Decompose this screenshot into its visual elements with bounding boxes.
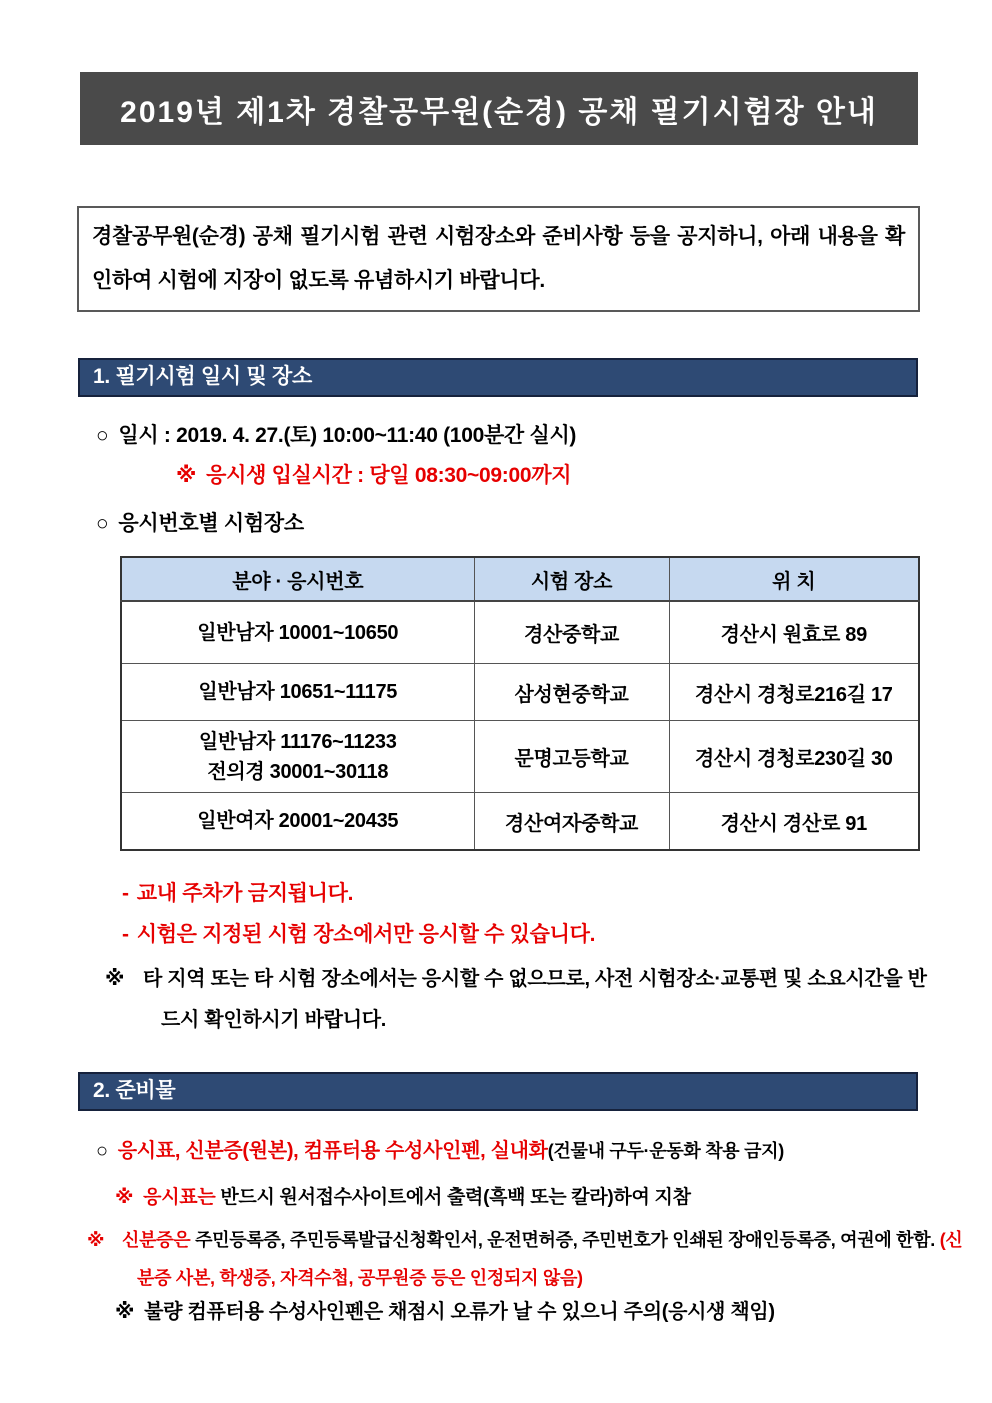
title-banner <box>80 72 918 145</box>
ticket-note-text: 반드시 원서접수사이트에서 출력(흑백 또는 칼라)하여 지참 <box>220 1187 691 1208</box>
location-cell: 경산시 경청로216길 17 <box>669 664 919 721</box>
section-1-heading: 1. 필기시험 일시 및 장소 <box>93 365 312 388</box>
column-header-category: 분야 · 응시번호 <box>121 557 474 601</box>
no-parking-text: 교내 주차가 금지됩니다. <box>136 882 354 905</box>
dash-bullet-icon: - <box>122 882 129 905</box>
supplies-required-text: 응시표, 신분증(원본), 컴퓨터용 수성사인펜, 실내화 <box>117 1140 548 1162</box>
exam-datetime-text: 일시 : 2019. 4. 27.(토) 10:00~11:40 (100분간 실시) <box>118 424 577 447</box>
entry-time-text: 응시생 입실시간 : 당일 08:30~09:00까지 <box>206 464 572 487</box>
section-2-heading: 2. 준비물 <box>93 1079 176 1102</box>
venue-list-label: 응시번호별 시험장소 <box>118 512 304 535</box>
category-text-2: 전의경 30001~30118 <box>207 760 389 783</box>
id-note-body: 주민등록증, 주민등록발급신청확인서, 운전면허증, 주민번호가 인쇄된 장애인등록증, 여권에 한함. <box>195 1230 935 1250</box>
designated-venue-note <box>122 918 595 948</box>
category-text: 일반남자 10651~11175 <box>198 681 398 703</box>
location-cell: 경산시 원효로 89 <box>669 601 919 664</box>
venue-cell: 문명고등학교 <box>474 721 669 793</box>
entry-time-note <box>176 459 571 489</box>
table-row <box>121 721 919 793</box>
exam-datetime-line <box>96 419 576 449</box>
table-row <box>121 664 919 721</box>
venue-cell: 삼성현중학교 <box>474 664 669 721</box>
table-header-row <box>121 557 919 601</box>
pen-note <box>115 1295 775 1324</box>
circle-bullet-icon: ○ <box>96 1140 108 1162</box>
section-1-header <box>78 358 918 397</box>
supplies-line <box>96 1134 784 1163</box>
location-cell: 경산시 경산로 91 <box>669 793 919 851</box>
no-parking-note <box>122 877 353 907</box>
category-cell <box>121 793 474 851</box>
intro-text: 경찰공무원(순경) 공채 필기시험 관련 시험장소와 준비사항 등을 공지하니, 아래 내용을 확인하여 시험에 지장이 없도록 유념하시기 바랍니다. <box>92 225 905 292</box>
reference-mark-icon: ※ <box>115 1187 134 1208</box>
venue-cell: 경산여자중학교 <box>474 793 669 851</box>
other-region-text: 타 지역 또는 타 시험 장소에서는 응시할 수 없으므로, 사전 시험장소·교통편 및 소요시간을 반드시 확인하시기 바랍니다. <box>143 968 927 1031</box>
dash-bullet-icon: - <box>122 923 129 946</box>
page-title: 2019년 제1차 경찰공무원(순경) 공채 필기시험장 안내 <box>120 95 878 129</box>
ticket-note-lead: 응시표는 <box>143 1187 216 1208</box>
ticket-note <box>115 1182 691 1209</box>
category-text: 일반여자 20001~20435 <box>197 810 399 832</box>
category-text: 일반남자 11176~11233 <box>198 730 397 753</box>
column-header-venue: 시험 장소 <box>474 557 669 601</box>
column-header-location: 위 치 <box>669 557 919 601</box>
category-cell <box>121 664 474 721</box>
category-cell <box>121 601 474 664</box>
reference-mark-icon: ※ <box>176 464 197 487</box>
exam-venues-table <box>120 556 920 851</box>
venue-cell: 경산중학교 <box>474 601 669 664</box>
other-region-note: ※ 타 지역 또는 타 시험 장소에서는 응시할 수 없으므로, 사전 시험장소·교통편 및 소요시간을 반드시 확인하시기 바랍니다. <box>105 968 927 1031</box>
table-row <box>121 793 919 851</box>
category-text: 일반남자 10001~10650 <box>197 621 399 644</box>
circle-bullet-icon: ○ <box>96 424 109 447</box>
id-note-invalid-list: (신분증 사본, 학생증, 자격수첩, 공무원증 등은 인정되지 않음) <box>137 1230 963 1288</box>
supplies-restriction-text: (건물내 구두·운동화 착용 금지) <box>547 1141 784 1161</box>
table-row <box>121 601 919 664</box>
id-note: ※ 신분증은 주민등록증, 주민등록발급신청확인서, 운전면허증, 주민번호가 인쇄된 장애인등록증, 여권에 한함. (신분증 사본, 학생증, 자격수첩, 공무원증 등은 인정되지 않음) <box>87 1230 963 1288</box>
location-cell: 경산시 경청로230길 30 <box>669 721 919 793</box>
designated-venue-text: 시험은 지정된 시험 장소에서만 응시할 수 있습니다. <box>136 923 596 946</box>
circle-bullet-icon: ○ <box>96 512 109 535</box>
intro-box <box>77 206 920 312</box>
section-2-header <box>78 1072 918 1111</box>
venue-list-line <box>96 507 304 537</box>
id-note-lead: 신분증은 <box>122 1230 191 1250</box>
reference-mark-icon: ※ <box>115 1301 135 1323</box>
pen-note-text: 불량 컴퓨터용 수성사인펜은 채점시 오류가 날 수 있으니 주의(응시생 책임) <box>144 1301 775 1323</box>
category-cell <box>121 721 474 793</box>
